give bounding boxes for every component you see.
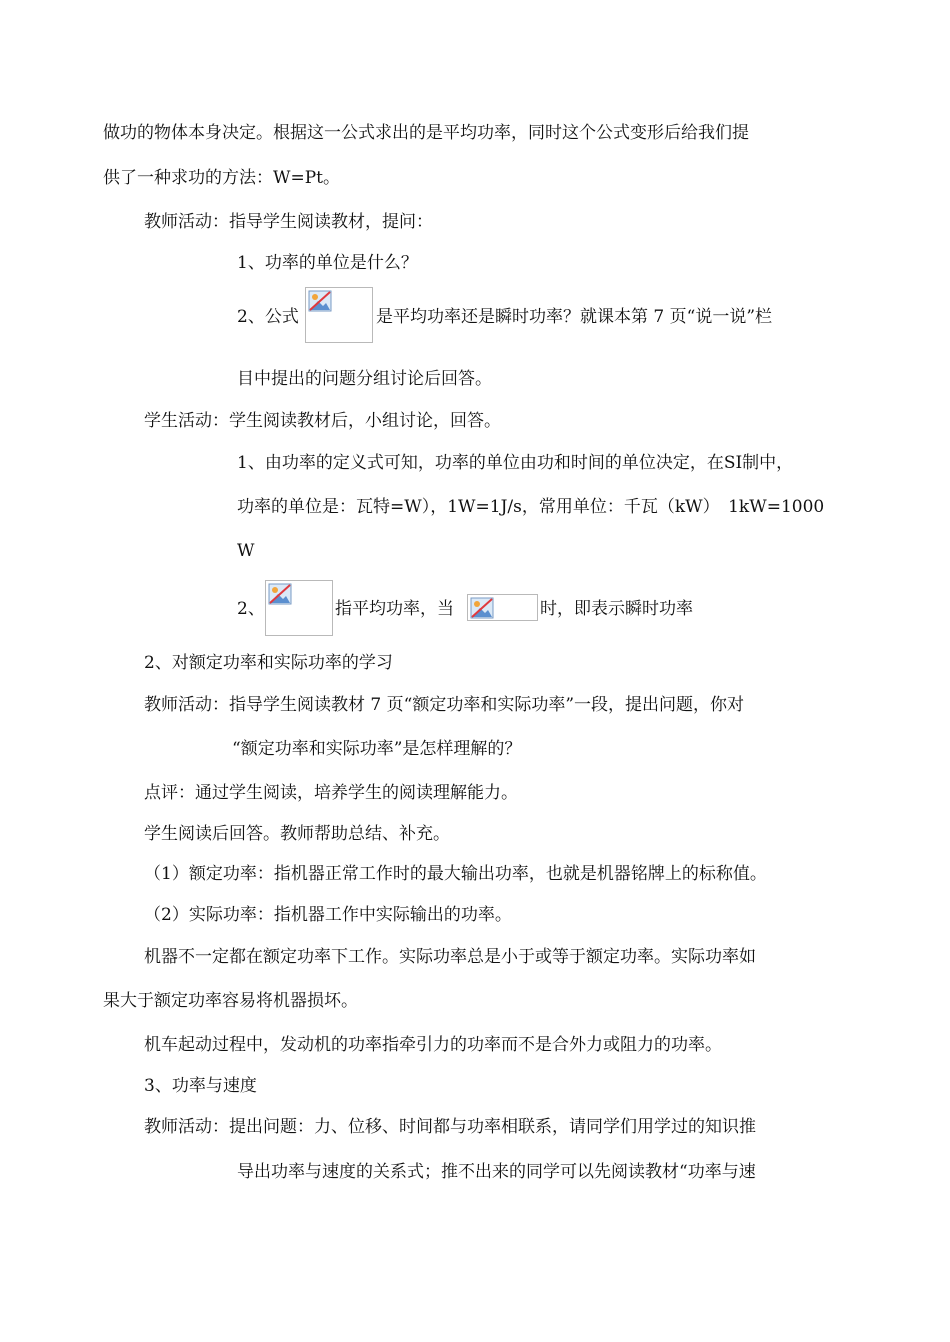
text-line: 2、: [237, 599, 265, 619]
text-line: 1、功率的单位是什么？: [237, 253, 418, 273]
text-line: 2、公式: [237, 307, 299, 327]
text-line: 目中提出的问题分组讨论后回答。: [237, 369, 492, 389]
text-line: 做功的物体本身决定。根据这一公式求出的是平均功率，同时这个公式变形后给我们提: [103, 123, 749, 143]
text-line: 点评：通过学生阅读，培养学生的阅读理解能力。: [144, 783, 518, 803]
text-line: 学生阅读后回答。教师帮助总结、补充。: [144, 824, 450, 844]
text-line: “额定功率和实际功率”是怎样理解的？: [232, 739, 522, 759]
text-line: 果大于额定功率容易将机器损坏。: [103, 991, 358, 1011]
text-line: （2）实际功率：指机器工作中实际输出的功率。: [144, 905, 512, 925]
formula-image: [265, 580, 333, 636]
text-line: W: [237, 541, 255, 561]
text-line: 1、由功率的定义式可知，功率的单位由功和时间的单位决定，在SI制中，: [237, 453, 794, 473]
text-line: 供了一种求功的方法：W=Pt。: [103, 168, 340, 188]
text-line: 3、功率与速度: [144, 1076, 257, 1096]
image-placeholder-icon: [268, 583, 292, 605]
text-line: 功率的单位是：瓦特=W），1W=1J/s，常用单位：千瓦（kW） 1kW=1000: [237, 497, 825, 517]
text-line: 教师活动：指导学生阅读教材 7 页“额定功率和实际功率”一段，提出问题，你对: [144, 695, 745, 715]
text-line: 学生活动：学生阅读教材后，小组讨论，回答。: [144, 411, 501, 431]
text-line: 是平均功率还是瞬时功率？就课本第 7 页“说一说”栏: [376, 307, 773, 327]
text-line: 指平均功率，当: [335, 599, 454, 619]
text-line: 时，即表示瞬时功率: [540, 599, 693, 619]
text-line: 2、对额定功率和实际功率的学习: [144, 653, 393, 673]
text-line: 教师活动：提出问题：力、位移、时间都与功率相联系，请同学们用学过的知识推: [144, 1117, 756, 1137]
text-line: （1）额定功率：指机器正常工作时的最大输出功率，也就是机器铭牌上的标称值。: [144, 864, 767, 884]
text-line: 机器不一定都在额定功率下工作。实际功率总是小于或等于额定功率。实际功率如: [144, 947, 756, 967]
formula-image: [467, 594, 538, 621]
text-line: 机车起动过程中，发动机的功率指牵引力的功率而不是合外力或阻力的功率。: [144, 1035, 722, 1055]
text-line: 导出功率与速度的关系式；推不出来的同学可以先阅读教材“功率与速: [237, 1162, 756, 1182]
image-placeholder-icon: [308, 290, 332, 312]
image-placeholder-icon: [470, 597, 494, 619]
text-line: 教师活动：指导学生阅读教材，提问：: [144, 212, 433, 232]
formula-image: [305, 287, 373, 343]
